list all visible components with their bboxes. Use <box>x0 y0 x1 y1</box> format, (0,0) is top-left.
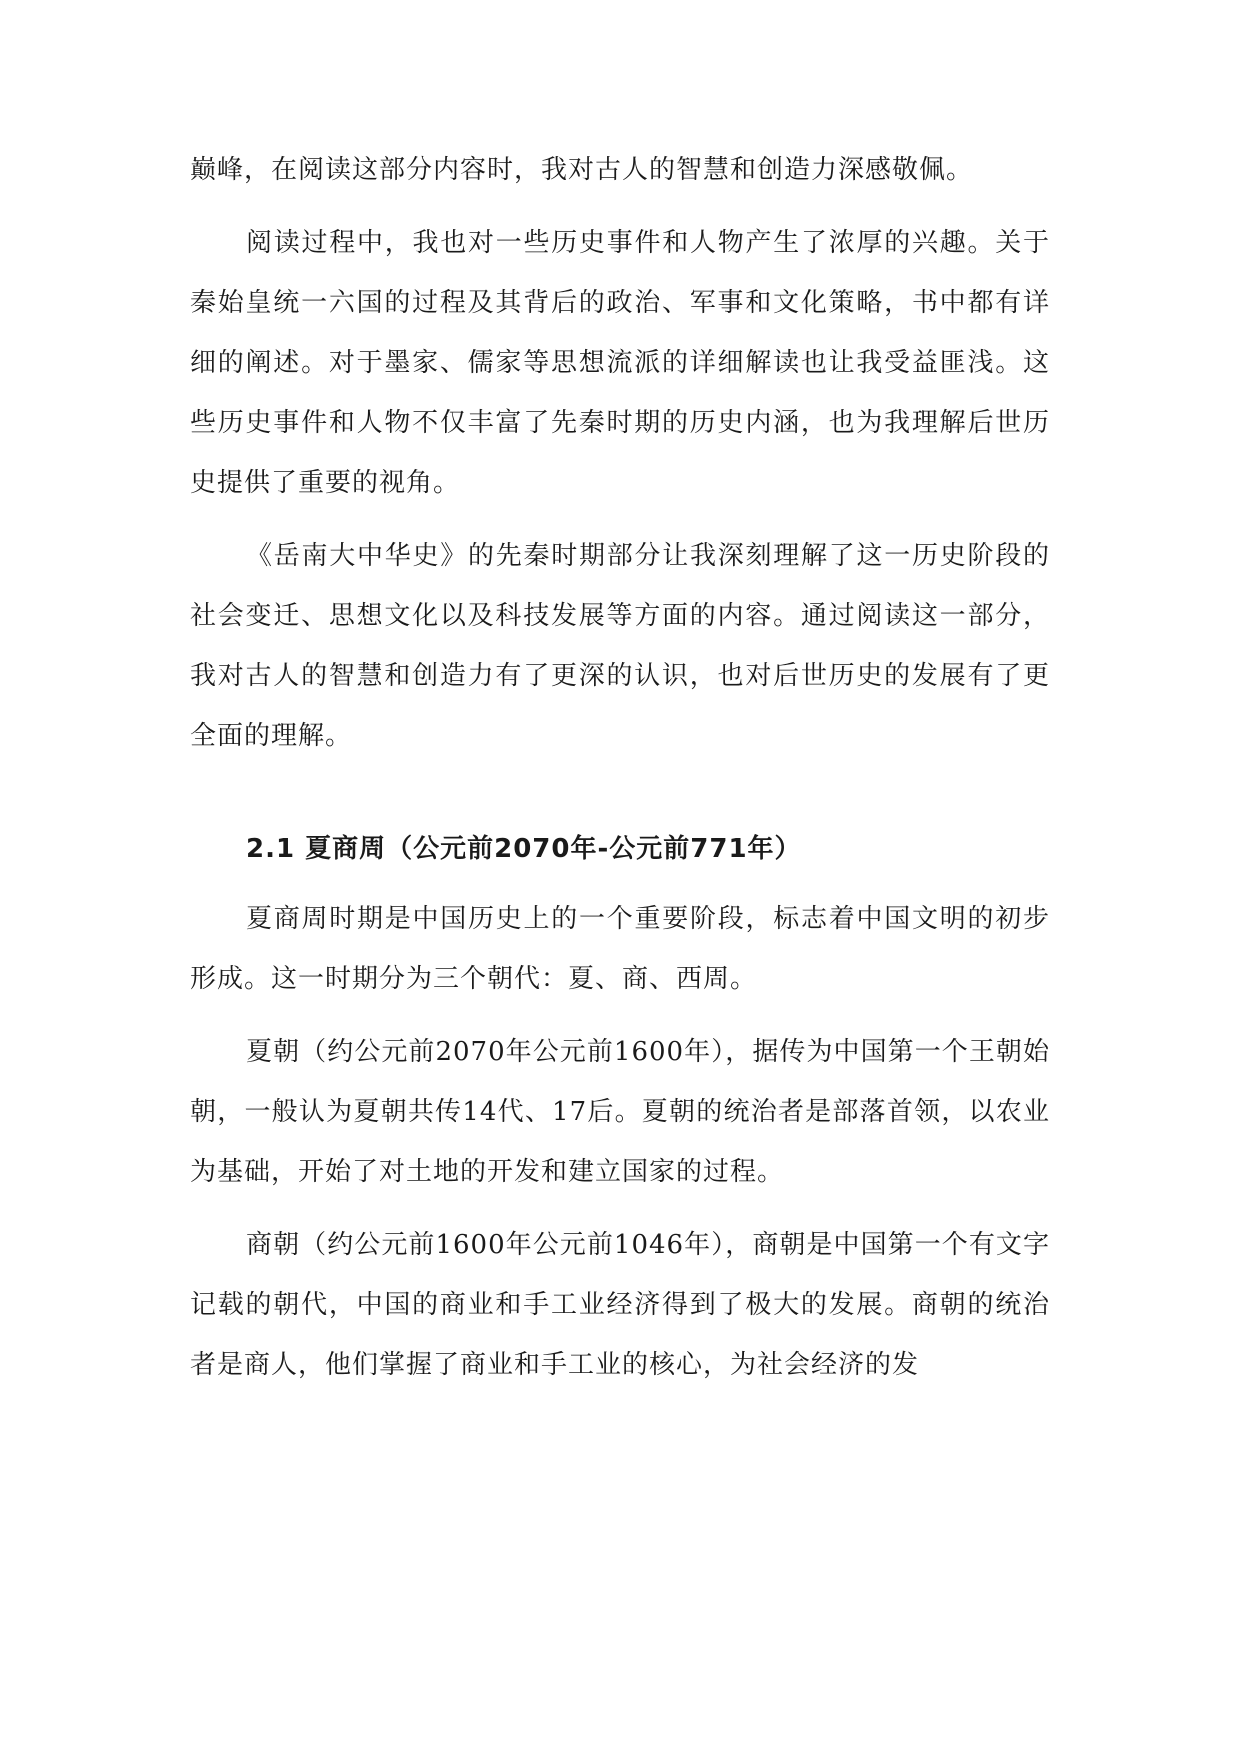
paragraph-summary: 《岳南大中华史》的先秦时期部分让我深刻理解了这一历史阶段的社会变迁、思想文化以及科技发展等方面的内容。通过阅读这一部分，我对古人的智慧和创造力有了更深的认识，也对后世历史的发展有了更全面的理解。 <box>190 541 1050 751</box>
paragraph-xia-dynasty: 夏朝（约公元前2070年公元前1600年），据传为中国第一个王朝始朝，一般认为夏朝共传14代、17后。夏朝的统治者是部落首领，以农业为基础，开始了对土地的开发和建立国家的过程。 <box>190 1037 1050 1187</box>
paragraph-xia-shang-zhou-intro: 夏商周时期是中国历史上的一个重要阶段，标志着中国文明的初步形成。这一时期分为三个朝代：夏、商、西周。 <box>190 904 1050 994</box>
paragraph-reading-interest: 阅读过程中，我也对一些历史事件和人物产生了浓厚的兴趣。关于秦始皇统一六国的过程及其背后的政治、军事和文化策略，书中都有详细的阐述。对于墨家、儒家等思想流派的详细解读也让我受益匪浅。这些历史事件和人物不仅丰富了先秦时期的历史内涵，也为我理解后世历史提供了重要的视角。 <box>190 228 1050 498</box>
paragraph-shang-dynasty: 商朝（约公元前1600年公元前1046年），商朝是中国第一个有文字记载的朝代，中国的商业和手工业经济得到了极大的发展。商朝的统治者是商人，他们掌握了商业和手工业的核心，为社会经济的发 <box>190 1230 1050 1380</box>
document-page <box>190 140 1050 1395</box>
paragraph-continuation: 巅峰，在阅读这部分内容时，我对古人的智慧和创造力深感敬佩。 <box>190 155 974 185</box>
section-heading: 2.1 夏商周（公元前2070年-公元前771年） <box>246 834 802 864</box>
